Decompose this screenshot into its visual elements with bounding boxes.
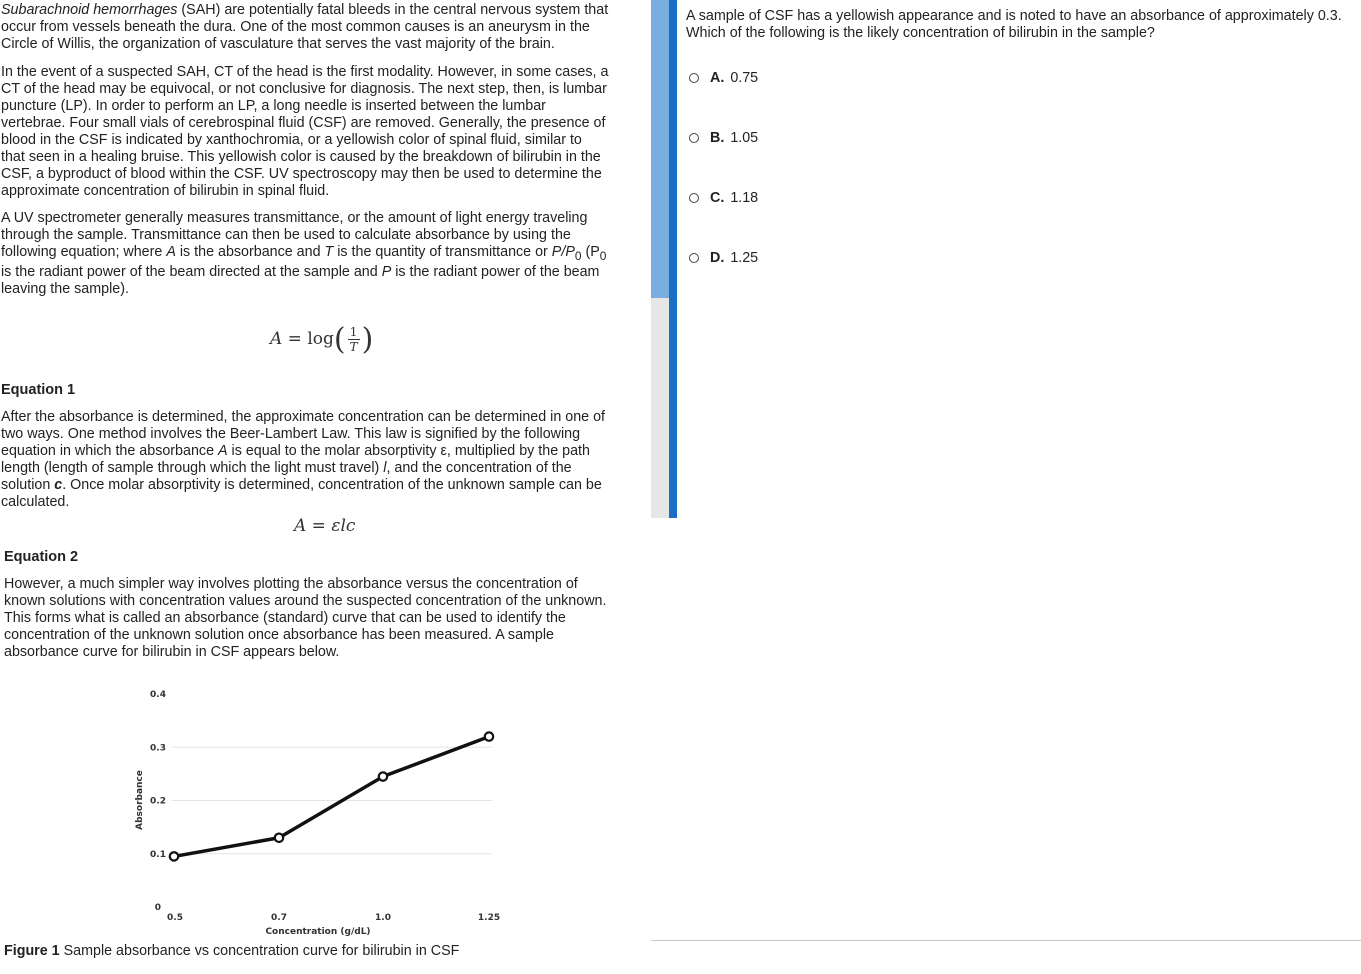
para4-line-2: two ways. One method involves the Beer-Lambert Law. This law is signified by the following <box>1 426 581 442</box>
equation-1: A = log( $\frac{1}{T}$ ) <box>270 322 374 357</box>
intro-line-3: Circle of Willis, the organization of vasculature that serves the vast majority of the brain. <box>1 36 555 52</box>
pane-divider[interactable] <box>669 0 677 518</box>
absorbance-chart <box>0 680 520 940</box>
y-tick-label: 0.1 <box>150 849 166 860</box>
data-point <box>275 834 283 842</box>
choice-value: 1.25 <box>730 250 759 266</box>
x-axis-label: Concentration (g/dL) <box>265 927 371 937</box>
intro-line-2: occur from vessels beneath the dura. One of the most common causes is an aneurysm in the <box>1 19 590 35</box>
choice-letter: A. <box>710 70 725 86</box>
para5-line-4: concentration of the unknown solution once absorbance has been measured. A sample <box>4 627 555 643</box>
choice-d[interactable] <box>689 250 758 266</box>
data-point <box>485 732 493 740</box>
choice-value: 0.75 <box>730 70 759 86</box>
bottom-divider-line <box>651 940 1361 941</box>
radio-button-d[interactable] <box>689 253 699 263</box>
para2-line-4: vertebrae. Four small vials of cerebrospinal fluid (CSF) are removed. Generally, the presence of <box>1 115 606 131</box>
y-tick-label: 0.2 <box>150 796 166 807</box>
para5-line-5: absorbance curve for bilirubin in CSF appears below. <box>4 644 340 660</box>
para4-line-4: length (length of sample through which the light must travel) l, and the concentration of the <box>1 460 572 476</box>
radio-button-a[interactable] <box>689 73 699 83</box>
choice-value: 1.05 <box>730 130 759 146</box>
para2-line-5: blood in the CSF is indicated by xanthochromia, or a yellowish color of spinal fluid, similar to <box>1 132 582 148</box>
x-tick-label: 0.7 <box>271 913 287 923</box>
para5-line-2: known solutions with concentration values around the suspected concentration of the unknown. <box>4 593 607 609</box>
radio-button-c[interactable] <box>689 193 699 203</box>
equation-2: A = εlc <box>294 516 356 536</box>
para3-line-1: A UV spectrometer generally measures transmittance, or the amount of light energy traveling <box>1 210 588 226</box>
choice-letter: D. <box>710 250 725 266</box>
question-stem: A sample of CSF has a yellowish appearance and is noted to have an absorbance of approximately 0.3. Which of the following is the likely concentration of bilirubin in the sample? <box>686 8 1342 41</box>
equation-2-label: Equation 2 <box>4 549 79 565</box>
figure-caption: Figure 1 Sample absorbance vs concentration curve for bilirubin in CSF <box>4 943 460 959</box>
para4-line-1: After the absorbance is determined, the approximate concentration can be determined in one of <box>1 409 606 425</box>
data-point <box>170 852 178 860</box>
choice-a[interactable] <box>689 70 758 86</box>
data-point <box>379 772 387 780</box>
para3-line-5: leaving the sample). <box>1 281 129 297</box>
intro-line-1: Subarachnoid hemorrhages (SAH) are potentially fatal bleeds in the central nervous system that <box>1 2 609 18</box>
choice-letter: B. <box>710 130 725 146</box>
para3-line-3: following equation; where A is the absorbance and T is the quantity of transmittance or $P/P_0$ ($P_0$ <box>1 244 607 263</box>
x-tick-label: 1.25 <box>477 913 501 923</box>
para2-line-6: that seen in a healing bruise. This yellowish color is caused by the breakdown of bilirubin in the <box>1 149 601 165</box>
para2-line-8: approximate concentration of bilirubin in spinal fluid. <box>1 183 330 199</box>
choice-value: 1.18 <box>730 190 759 206</box>
para4-line-3: equation in which the absorbance A is equal to the molar absorptivity ε, multiplied by the path <box>1 443 590 459</box>
para3-line-4: is the radiant power of the beam directed at the sample and P is the radiant power of the beam <box>1 264 600 280</box>
passage-scrollbar-thumb[interactable] <box>651 0 669 298</box>
para5-line-3: This forms what is called an absorbance (standard) curve that can be used to identify the <box>4 610 566 626</box>
x-tick-label: 1.0 <box>375 913 391 923</box>
equation-1-label: Equation 1 <box>1 382 76 398</box>
choice-b[interactable] <box>689 130 758 146</box>
para5-line-1: However, a much simpler way involves plotting the absorbance versus the concentration of <box>4 576 578 592</box>
para3-line-2: through the sample. Transmittance can then be used to calculate absorbance by using the <box>1 227 571 243</box>
radio-button-b[interactable] <box>689 133 699 143</box>
choice-letter: C. <box>710 190 725 206</box>
y-tick-label: 0.4 <box>150 690 166 700</box>
para2-line-2: CT of the head may be equivocal, or not conclusive for diagnosis. The next step, then, is lumbar <box>1 81 607 97</box>
para2-line-1: In the event of a suspected SAH, CT of the head is the first modality. However, in some cases, a <box>1 64 609 80</box>
y-tick-label: 0.3 <box>150 743 166 754</box>
y-tick-label: 0 <box>154 903 161 913</box>
para2-line-3: puncture (LP). In order to perform an LP, a long needle is inserted between the lumbar <box>1 98 546 114</box>
series-line <box>174 737 489 857</box>
choice-c[interactable] <box>689 190 758 206</box>
para4-line-5: solution c. Once molar absorptivity is determined, concentration of the unknown sample can be <box>1 477 602 493</box>
para4-line-6: calculated. <box>1 494 70 510</box>
x-tick-label: 0.5 <box>167 913 183 923</box>
para2-line-7: CSF, a byproduct of blood within the CSF. UV spectroscopy may then be used to determine the <box>1 166 602 182</box>
passage-panel <box>0 0 651 974</box>
y-axis-label: Absorbance <box>135 770 145 830</box>
